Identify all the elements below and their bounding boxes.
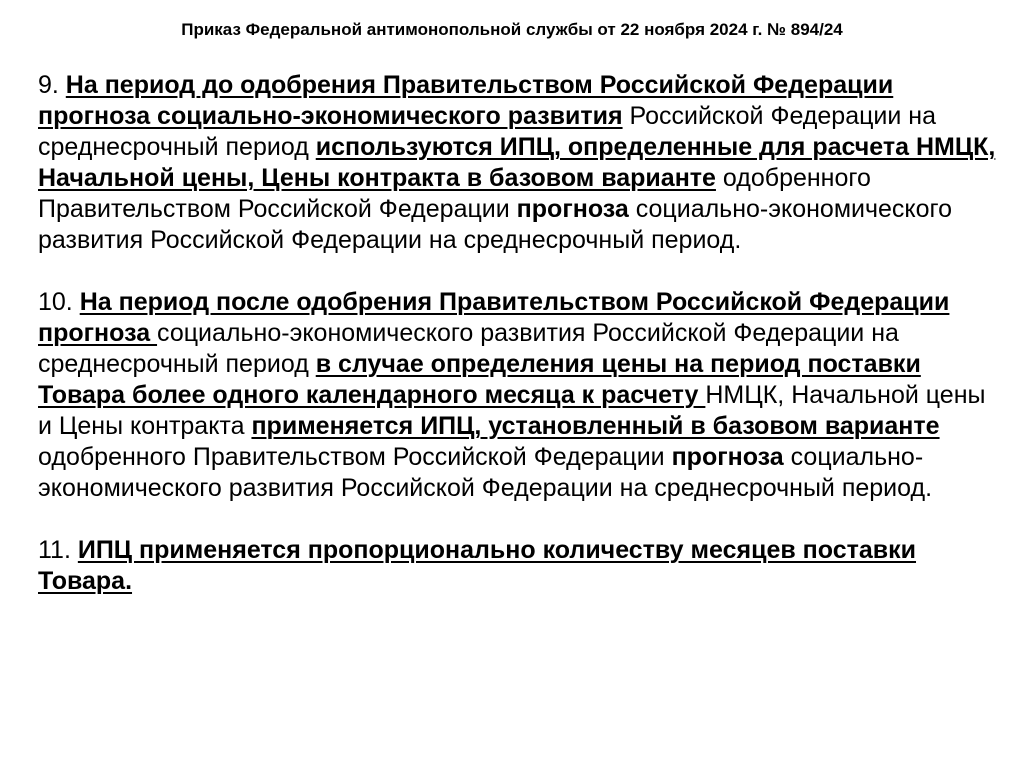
text-segment: социально-экономического развития Российской Федерации на среднесрочный период. bbox=[38, 195, 953, 254]
paragraph-10 bbox=[38, 287, 998, 504]
text-segment: социально-экономического развития Российской Федерации на среднесрочный период. bbox=[38, 443, 933, 502]
text-segment: одобренного Правительством Российской Федерации bbox=[38, 443, 672, 471]
bold-text-segment: прогноза bbox=[516, 195, 629, 223]
text-segment: 11. bbox=[38, 536, 78, 564]
text-segment: 9. bbox=[38, 71, 66, 99]
text-segment: социально-экономического развития Российской Федерации на среднесрочный период bbox=[38, 319, 899, 378]
text-segment: одобренного Правительством Российской Федерации bbox=[38, 164, 871, 223]
emphasized-text-segment: На период до одобрения Правительством Российской Федерации прогноза социально-экономического развития bbox=[38, 71, 894, 130]
emphasized-text-segment: применяется ИПЦ, установленный в базовом варианте bbox=[251, 412, 940, 440]
paragraph-11 bbox=[38, 535, 998, 597]
emphasized-text-segment: ИПЦ применяется пропорционально количеству месяцев поставки Товара. bbox=[38, 536, 917, 595]
bold-text-segment: прогноза bbox=[671, 443, 784, 471]
paragraph-9 bbox=[38, 70, 998, 256]
text-segment: Российской Федерации на среднесрочный период bbox=[38, 102, 937, 161]
emphasized-text-segment: используются ИПЦ, определенные для расчета НМЦК, Начальной цены, Цены контракта в базовом варианте bbox=[38, 133, 996, 192]
document-body bbox=[38, 70, 998, 628]
document-title: Приказ Федеральной антимонопольной службы от 22 ноября 2024 г. № 894/24 bbox=[181, 20, 843, 39]
text-segment: 10. bbox=[38, 288, 80, 316]
text-segment: НМЦК, Начальной цены и Цены контракта bbox=[38, 381, 986, 440]
emphasized-text-segment: На период после одобрения Правительством Российской Федерации прогноза bbox=[38, 288, 950, 347]
emphasized-text-segment: в случае определения цены на период поставки Товара более одного календарного месяца к расчету bbox=[38, 350, 921, 409]
